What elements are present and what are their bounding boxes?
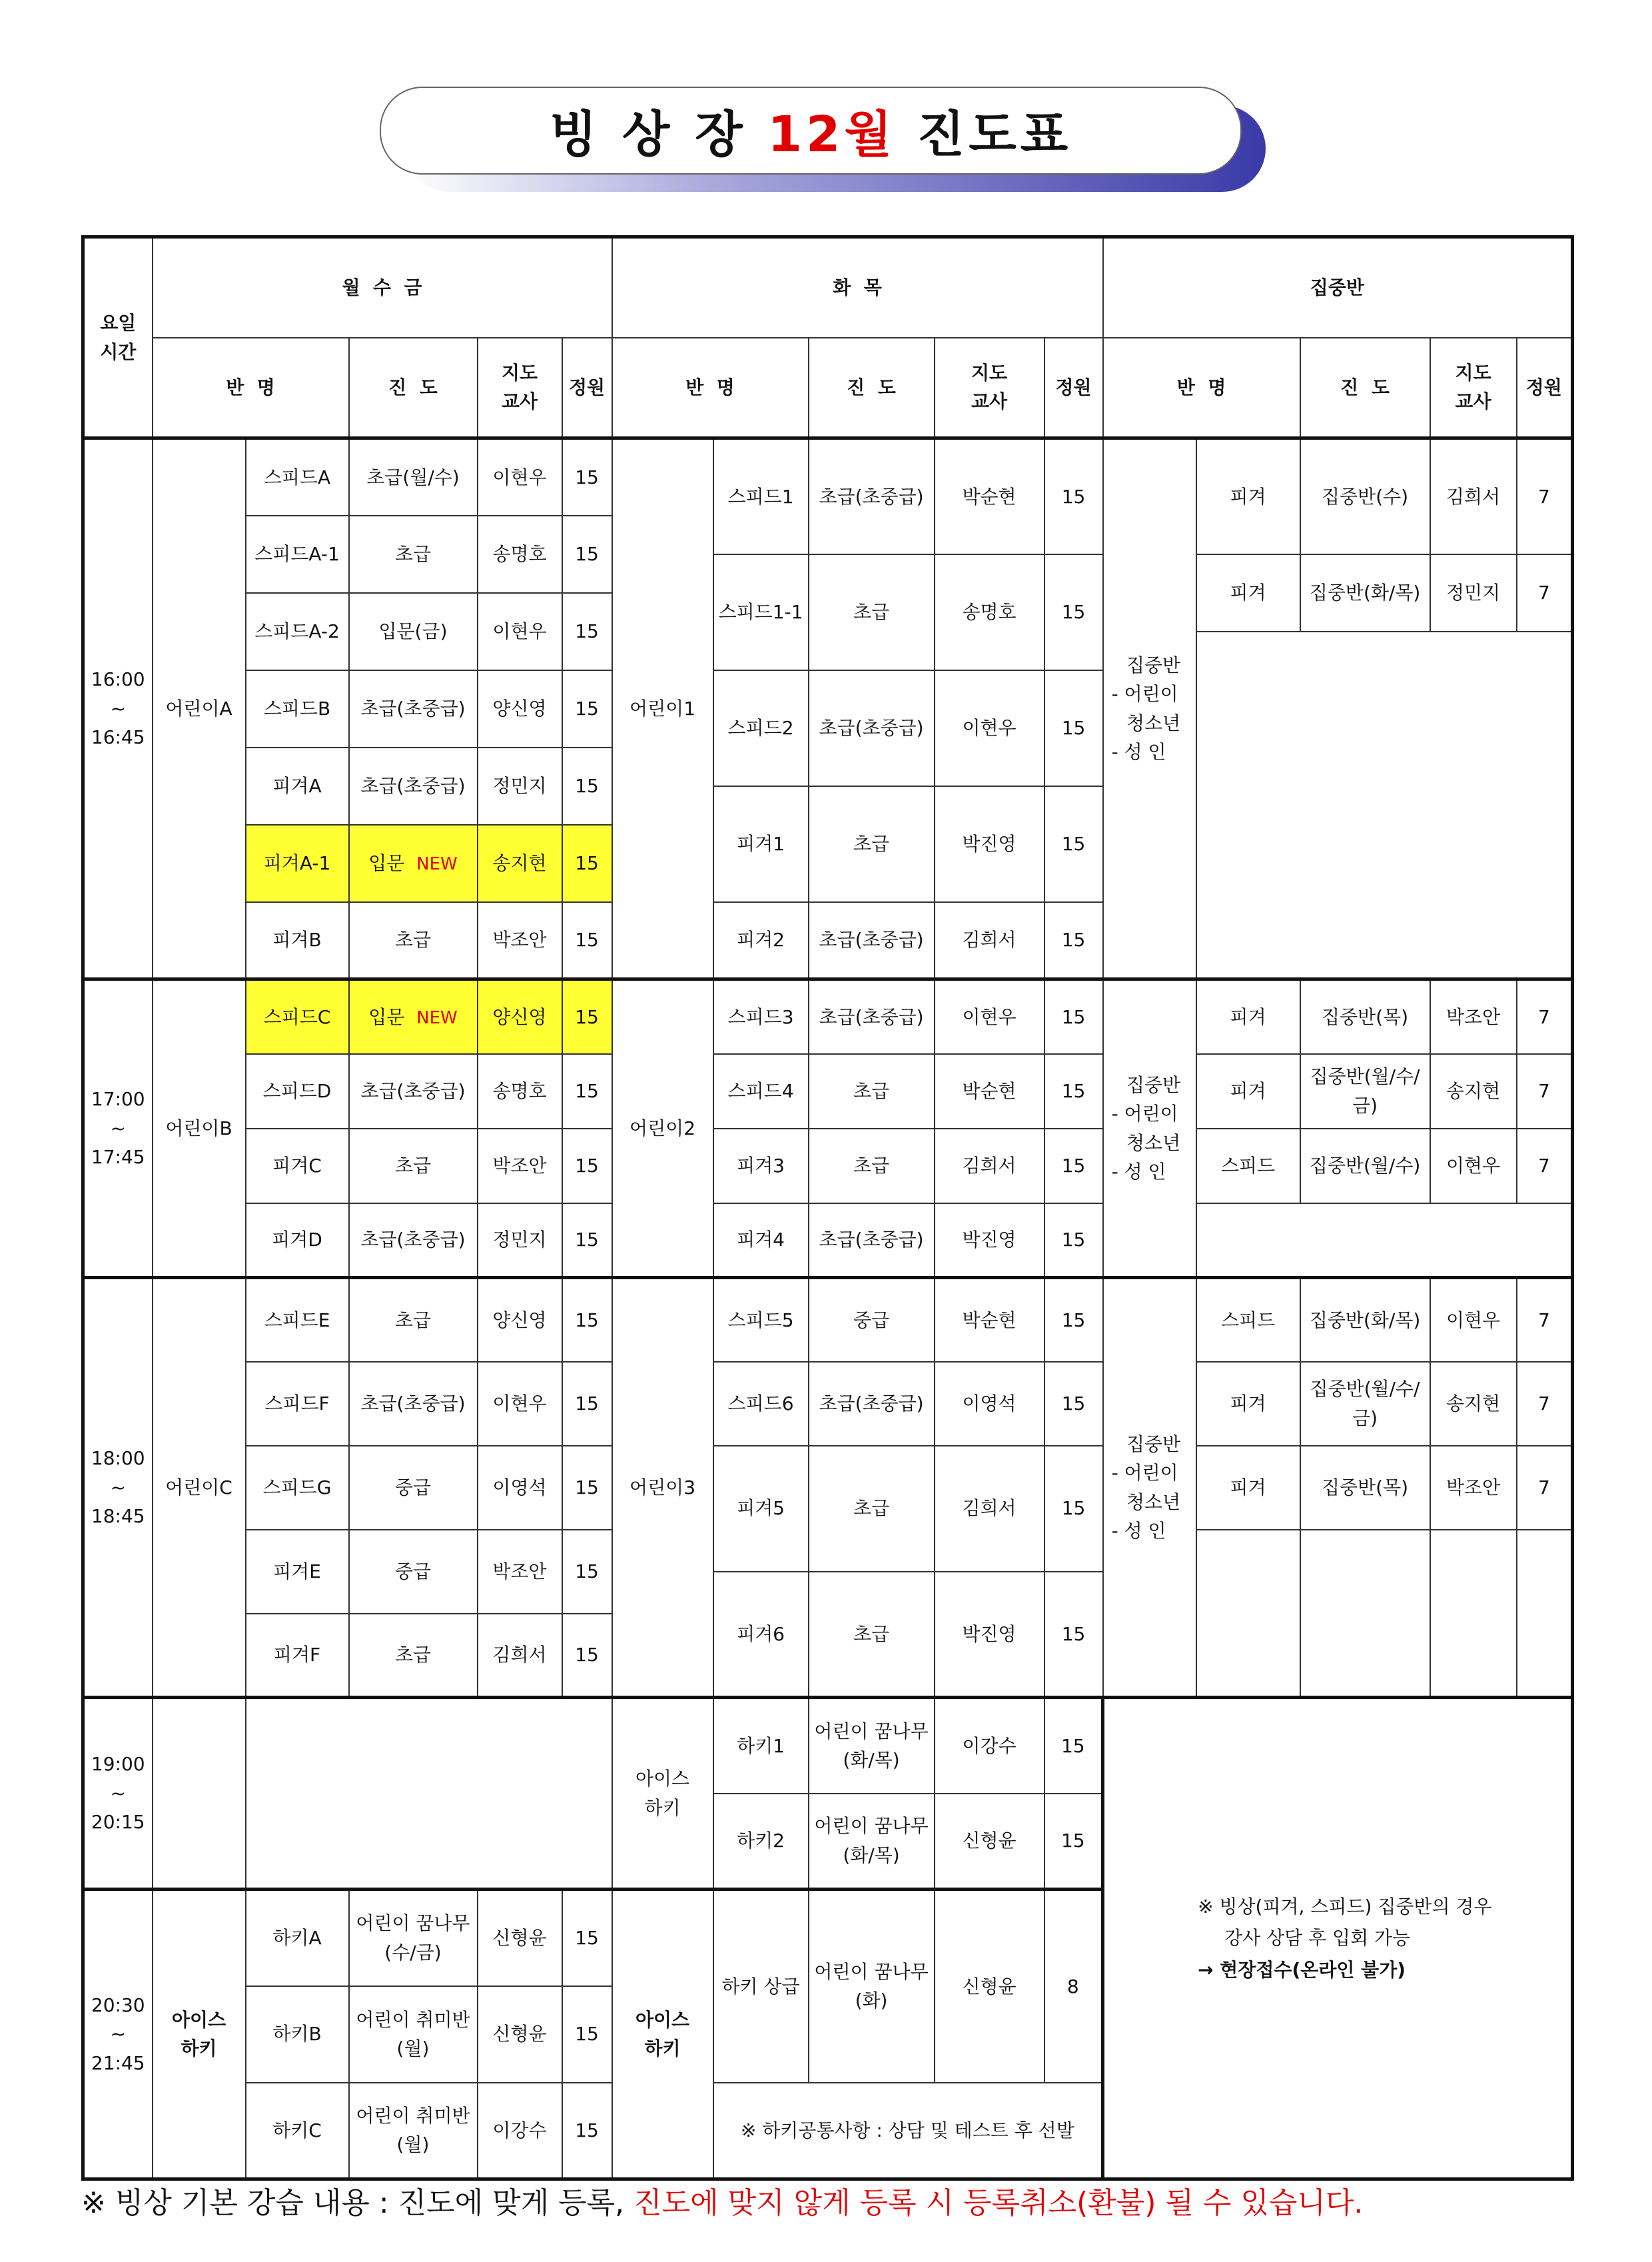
class-capacity: 15 bbox=[562, 1129, 612, 1203]
class-capacity: 15 bbox=[1044, 1054, 1103, 1129]
class-teacher: 이영석 bbox=[478, 1446, 562, 1530]
class-name: 스피드B bbox=[246, 670, 349, 748]
header-jido: 지도 교사 bbox=[1430, 338, 1517, 438]
class-level: 집중반(월/수/금) bbox=[1300, 1054, 1430, 1129]
class-level: 초급(초중급) bbox=[809, 438, 935, 554]
class-teacher: 박조안 bbox=[478, 1129, 562, 1203]
class-level: 집중반(수) bbox=[1300, 438, 1430, 554]
class-capacity: 15 bbox=[562, 825, 612, 902]
class-name: 피겨 bbox=[1196, 1362, 1300, 1446]
class-level: 집중반(목) bbox=[1300, 1446, 1430, 1530]
empty-cell bbox=[153, 1698, 246, 1890]
class-name: 피겨 bbox=[1196, 1054, 1300, 1129]
class-name: 스피드 bbox=[1196, 1278, 1300, 1362]
class-capacity: 15 bbox=[1044, 1203, 1103, 1278]
class-capacity: 7 bbox=[1517, 1446, 1573, 1530]
class-name: 하키C bbox=[246, 2083, 349, 2179]
class-level: 초급(초중급) bbox=[349, 670, 478, 748]
class-capacity: 15 bbox=[562, 1446, 612, 1530]
class-teacher: 박조안 bbox=[1430, 979, 1517, 1054]
class-name: 하키1 bbox=[713, 1698, 809, 1794]
class-capacity: 15 bbox=[562, 979, 612, 1054]
class-teacher: 송지현 bbox=[1430, 1054, 1517, 1129]
class-level: 어린이 꿈나무 (화/목) bbox=[809, 1698, 935, 1794]
header-banmyeong: 반 명 bbox=[612, 338, 809, 438]
class-level: 초급(초중급) bbox=[349, 1203, 478, 1278]
class-level: 초급(초중급) bbox=[809, 670, 935, 786]
jipjung-desc-2: 집중반 - 어린이 청소년 - 성 인 bbox=[1103, 979, 1196, 1278]
class-capacity: 7 bbox=[1517, 554, 1573, 632]
title-pill bbox=[380, 87, 1242, 175]
jipjung-desc-3: 집중반 - 어린이 청소년 - 성 인 bbox=[1103, 1278, 1196, 1698]
class-level: 초급 bbox=[349, 1129, 478, 1203]
class-level-new: 입문 NEW bbox=[349, 979, 478, 1054]
class-teacher: 양신영 bbox=[478, 979, 562, 1054]
class-teacher: 이현우 bbox=[1430, 1129, 1517, 1203]
time-slot-1: 16:00 ~ 16:45 bbox=[83, 438, 153, 979]
class-capacity: 15 bbox=[1044, 1278, 1103, 1362]
hockey-note: ※ 하키공통사항 : 상담 및 테스트 후 선발 bbox=[713, 2083, 1103, 2179]
class-capacity: 15 bbox=[562, 2083, 612, 2179]
class-capacity: 7 bbox=[1517, 1362, 1573, 1446]
class-level: 초급 bbox=[809, 786, 935, 902]
class-teacher: 송명호 bbox=[478, 516, 562, 593]
class-capacity: 15 bbox=[1044, 1129, 1103, 1203]
class-name: 스피드A-2 bbox=[246, 593, 349, 670]
empty-cell bbox=[1300, 1530, 1430, 1698]
class-level: 어린이 취미반(월) bbox=[349, 1986, 478, 2083]
class-level: 초급(초중급) bbox=[809, 1362, 935, 1446]
header-jipjung: 집중반 bbox=[1103, 237, 1573, 338]
class-level: 어린이 취미반(월) bbox=[349, 2083, 478, 2179]
class-name: 스피드3 bbox=[713, 979, 809, 1054]
class-level: 어린이 꿈나무 (화/목) bbox=[809, 1794, 935, 1890]
class-teacher: 김희서 bbox=[935, 1446, 1044, 1572]
class-teacher: 송명호 bbox=[935, 554, 1044, 670]
empty-cell bbox=[1517, 1530, 1573, 1698]
class-teacher: 박조안 bbox=[1430, 1446, 1517, 1530]
class-capacity: 15 bbox=[562, 748, 612, 825]
header-yoil-sigan: 요일 시간 bbox=[83, 237, 153, 438]
class-name: 피겨 bbox=[1196, 979, 1300, 1054]
class-capacity: 7 bbox=[1517, 1054, 1573, 1129]
class-teacher: 박진영 bbox=[935, 786, 1044, 902]
group-tue-hockey: 아이스 하키 bbox=[612, 1698, 713, 1890]
class-teacher: 송지현 bbox=[478, 825, 562, 902]
class-capacity: 15 bbox=[562, 1203, 612, 1278]
class-capacity: 15 bbox=[562, 1530, 612, 1614]
class-level: 초급(초중급) bbox=[349, 748, 478, 825]
class-teacher: 박순현 bbox=[935, 1278, 1044, 1362]
header-mon-wed-fri: 월 수 금 bbox=[153, 237, 612, 338]
class-teacher: 이현우 bbox=[478, 593, 562, 670]
class-level: 초급(초중급) bbox=[809, 1203, 935, 1278]
class-level: 초급 bbox=[809, 554, 935, 670]
class-level: 어린이 꿈나무(화) bbox=[809, 1890, 935, 2083]
class-capacity: 7 bbox=[1517, 1278, 1573, 1362]
class-capacity: 15 bbox=[1044, 1446, 1103, 1572]
class-teacher: 정민지 bbox=[1430, 554, 1517, 632]
class-name: 피겨 bbox=[1196, 438, 1300, 554]
group-tue-hockey: 아이스 하키 bbox=[612, 1890, 713, 2179]
class-teacher: 이강수 bbox=[478, 2083, 562, 2179]
class-name: 스피드 bbox=[1196, 1129, 1300, 1203]
class-name: 스피드2 bbox=[713, 670, 809, 786]
class-teacher: 신형윤 bbox=[935, 1890, 1044, 2083]
empty-cell bbox=[1196, 1530, 1300, 1698]
header-jeongwon: 정원 bbox=[562, 338, 612, 438]
class-name: 피겨A bbox=[246, 748, 349, 825]
class-capacity: 15 bbox=[562, 438, 612, 516]
new-badge: NEW bbox=[416, 853, 458, 874]
header-jido: 지도 교사 bbox=[478, 338, 562, 438]
class-name-new: 피겨A-1 bbox=[246, 825, 349, 902]
time-slot-5: 20:30 ~ 21:45 bbox=[83, 1890, 153, 2179]
class-capacity: 15 bbox=[562, 670, 612, 748]
class-teacher: 양신영 bbox=[478, 670, 562, 748]
class-level: 초급 bbox=[809, 1446, 935, 1572]
class-teacher: 이현우 bbox=[478, 1362, 562, 1446]
time-slot-2: 17:00 ~ 17:45 bbox=[83, 979, 153, 1278]
header-tue-thu: 화 목 bbox=[612, 237, 1103, 338]
class-level: 초급(월/수) bbox=[349, 438, 478, 516]
class-teacher: 송명호 bbox=[478, 1054, 562, 1129]
class-capacity: 15 bbox=[1044, 1698, 1103, 1794]
class-capacity: 15 bbox=[1044, 1794, 1103, 1890]
class-level: 집중반(목) bbox=[1300, 979, 1430, 1054]
schedule-table bbox=[81, 235, 1574, 2181]
class-name: 피겨6 bbox=[713, 1572, 809, 1698]
footer-note: ※ 빙상 기본 강습 내용 : 진도에 맞게 등록, 진도에 맞지 않게 등록 시 등록취소(환불) 될 수 있습니다. bbox=[81, 2186, 1364, 2220]
header-jeongwon: 정원 bbox=[1044, 338, 1103, 438]
class-teacher: 이영석 bbox=[935, 1362, 1044, 1446]
class-level: 초급 bbox=[349, 1614, 478, 1698]
class-name: 피겨E bbox=[246, 1530, 349, 1614]
class-teacher: 박진영 bbox=[935, 1572, 1044, 1698]
class-capacity: 15 bbox=[1044, 554, 1103, 670]
class-level: 초급 bbox=[349, 1278, 478, 1362]
class-capacity: 8 bbox=[1044, 1890, 1103, 2083]
class-level-new: 입문 NEW bbox=[349, 825, 478, 902]
class-level: 초급 bbox=[809, 1054, 935, 1129]
class-name: 피겨3 bbox=[713, 1129, 809, 1203]
group-tue-1: 어린이1 bbox=[612, 438, 713, 979]
class-level: 초급(초중급) bbox=[809, 902, 935, 979]
class-capacity: 15 bbox=[1044, 902, 1103, 979]
class-teacher: 박조안 bbox=[478, 1530, 562, 1614]
empty-cell bbox=[1196, 1203, 1573, 1278]
class-capacity: 15 bbox=[562, 1362, 612, 1446]
class-level: 집중반(월/수/금) bbox=[1300, 1362, 1430, 1446]
class-teacher: 박조안 bbox=[478, 902, 562, 979]
time-slot-3: 18:00 ~ 18:45 bbox=[83, 1278, 153, 1698]
class-name: 피겨4 bbox=[713, 1203, 809, 1278]
header-jindo: 진 도 bbox=[349, 338, 478, 438]
class-teacher: 신형윤 bbox=[935, 1794, 1044, 1890]
class-name: 스피드1 bbox=[713, 438, 809, 554]
time-slot-4: 19:00 ~ 20:15 bbox=[83, 1698, 153, 1890]
class-name: 스피드F bbox=[246, 1362, 349, 1446]
jipjung-note-cell bbox=[1103, 1698, 1573, 2179]
class-name: 스피드A-1 bbox=[246, 516, 349, 593]
class-name: 스피드A bbox=[246, 438, 349, 516]
class-teacher: 정민지 bbox=[478, 1203, 562, 1278]
class-name: 피겨1 bbox=[713, 786, 809, 902]
class-capacity: 15 bbox=[1044, 1362, 1103, 1446]
class-capacity: 15 bbox=[562, 593, 612, 670]
class-name: 하키2 bbox=[713, 1794, 809, 1890]
class-name: 피겨D bbox=[246, 1203, 349, 1278]
class-level: 집중반(화/목) bbox=[1300, 1278, 1430, 1362]
class-level: 중급 bbox=[349, 1530, 478, 1614]
class-name: 피겨F bbox=[246, 1614, 349, 1698]
class-teacher: 이현우 bbox=[935, 979, 1044, 1054]
class-name: 피겨B bbox=[246, 902, 349, 979]
class-level: 초급 bbox=[809, 1572, 935, 1698]
class-name: 스피드5 bbox=[713, 1278, 809, 1362]
class-name: 스피드6 bbox=[713, 1362, 809, 1446]
class-level: 입문(금) bbox=[349, 593, 478, 670]
group-tue-2: 어린이2 bbox=[612, 979, 713, 1278]
title-banner bbox=[380, 87, 1266, 193]
header-banmyeong: 반 명 bbox=[1103, 338, 1300, 438]
group-tue-3: 어린이3 bbox=[612, 1278, 713, 1698]
group-mon-b: 어린이B bbox=[153, 979, 246, 1278]
class-level: 집중반(화/목) bbox=[1300, 554, 1430, 632]
class-name: 스피드E bbox=[246, 1278, 349, 1362]
class-level: 초급 bbox=[349, 902, 478, 979]
class-teacher: 박순현 bbox=[935, 438, 1044, 554]
class-name: 하키B bbox=[246, 1986, 349, 2083]
class-capacity: 15 bbox=[1044, 1572, 1103, 1698]
header-jeongwon: 정원 bbox=[1517, 338, 1573, 438]
class-capacity: 15 bbox=[562, 1278, 612, 1362]
class-teacher: 신형윤 bbox=[478, 1986, 562, 2083]
class-teacher: 이강수 bbox=[935, 1698, 1044, 1794]
header-jindo: 진 도 bbox=[809, 338, 935, 438]
class-capacity: 15 bbox=[1044, 670, 1103, 786]
page-title: 빙 상 장 12월 진도표 bbox=[549, 106, 1072, 163]
class-name: 피겨5 bbox=[713, 1446, 809, 1572]
class-capacity: 15 bbox=[1044, 979, 1103, 1054]
class-level: 초급(초중급) bbox=[349, 1362, 478, 1446]
jipjung-desc-1: 집중반 - 어린이 청소년 - 성 인 bbox=[1103, 438, 1196, 979]
class-name: 피겨C bbox=[246, 1129, 349, 1203]
class-level: 어린이 꿈나무 (수/금) bbox=[349, 1890, 478, 1986]
group-mon-a: 어린이A bbox=[153, 438, 246, 979]
new-badge: NEW bbox=[416, 1007, 458, 1028]
class-teacher: 박순현 bbox=[935, 1054, 1044, 1129]
class-teacher: 송지현 bbox=[1430, 1362, 1517, 1446]
class-name: 하키A bbox=[246, 1890, 349, 1986]
class-level: 집중반(월/수) bbox=[1300, 1129, 1430, 1203]
class-teacher: 김희서 bbox=[478, 1614, 562, 1698]
class-teacher: 이현우 bbox=[1430, 1278, 1517, 1362]
class-level: 초급(초중급) bbox=[809, 979, 935, 1054]
class-teacher: 김희서 bbox=[1430, 438, 1517, 554]
class-capacity: 15 bbox=[562, 1614, 612, 1698]
header-banmyeong: 반 명 bbox=[153, 338, 349, 438]
class-teacher: 김희서 bbox=[935, 902, 1044, 979]
class-teacher: 이현우 bbox=[935, 670, 1044, 786]
class-name-new: 스피드C bbox=[246, 979, 349, 1054]
class-teacher: 신형윤 bbox=[478, 1890, 562, 1986]
class-level: 초급 bbox=[809, 1129, 935, 1203]
class-capacity: 7 bbox=[1517, 979, 1573, 1054]
class-level: 초급(초중급) bbox=[349, 1054, 478, 1129]
header-jido: 지도 교사 bbox=[935, 338, 1044, 438]
class-capacity: 15 bbox=[562, 1986, 612, 2083]
class-capacity: 15 bbox=[562, 516, 612, 593]
class-teacher: 양신영 bbox=[478, 1278, 562, 1362]
empty-cell bbox=[1196, 632, 1573, 979]
class-name: 스피드4 bbox=[713, 1054, 809, 1129]
class-capacity: 7 bbox=[1517, 438, 1573, 554]
class-capacity: 15 bbox=[1044, 786, 1103, 902]
group-mon-c: 어린이C bbox=[153, 1278, 246, 1698]
class-capacity: 15 bbox=[562, 902, 612, 979]
class-name: 스피드G bbox=[246, 1446, 349, 1530]
class-teacher: 김희서 bbox=[935, 1129, 1044, 1203]
class-level: 중급 bbox=[809, 1278, 935, 1362]
class-name: 피겨2 bbox=[713, 902, 809, 979]
empty-cell bbox=[1430, 1530, 1517, 1698]
class-capacity: 15 bbox=[562, 1054, 612, 1129]
class-teacher: 박진영 bbox=[935, 1203, 1044, 1278]
jipjung-note: ※ 빙상(피겨, 스피드) 집중반의 경우 강사 상담 후 입회 가능 → 현장접수(온라인 불가) bbox=[1198, 1895, 1492, 1981]
class-teacher: 정민지 bbox=[478, 748, 562, 825]
class-name: 피겨 bbox=[1196, 554, 1300, 632]
class-name: 스피드D bbox=[246, 1054, 349, 1129]
class-name: 하키 상급 bbox=[713, 1890, 809, 2083]
class-capacity: 15 bbox=[1044, 438, 1103, 554]
group-mon-hockey: 아이스 하키 bbox=[153, 1890, 246, 2179]
class-level: 초급 bbox=[349, 516, 478, 593]
class-level: 중급 bbox=[349, 1446, 478, 1530]
class-capacity: 15 bbox=[562, 1890, 612, 1986]
class-name: 스피드1-1 bbox=[713, 554, 809, 670]
class-name: 피겨 bbox=[1196, 1446, 1300, 1530]
class-capacity: 7 bbox=[1517, 1129, 1573, 1203]
class-teacher: 이현우 bbox=[478, 438, 562, 516]
header-jindo: 진 도 bbox=[1300, 338, 1430, 438]
empty-cell bbox=[246, 1698, 612, 1890]
